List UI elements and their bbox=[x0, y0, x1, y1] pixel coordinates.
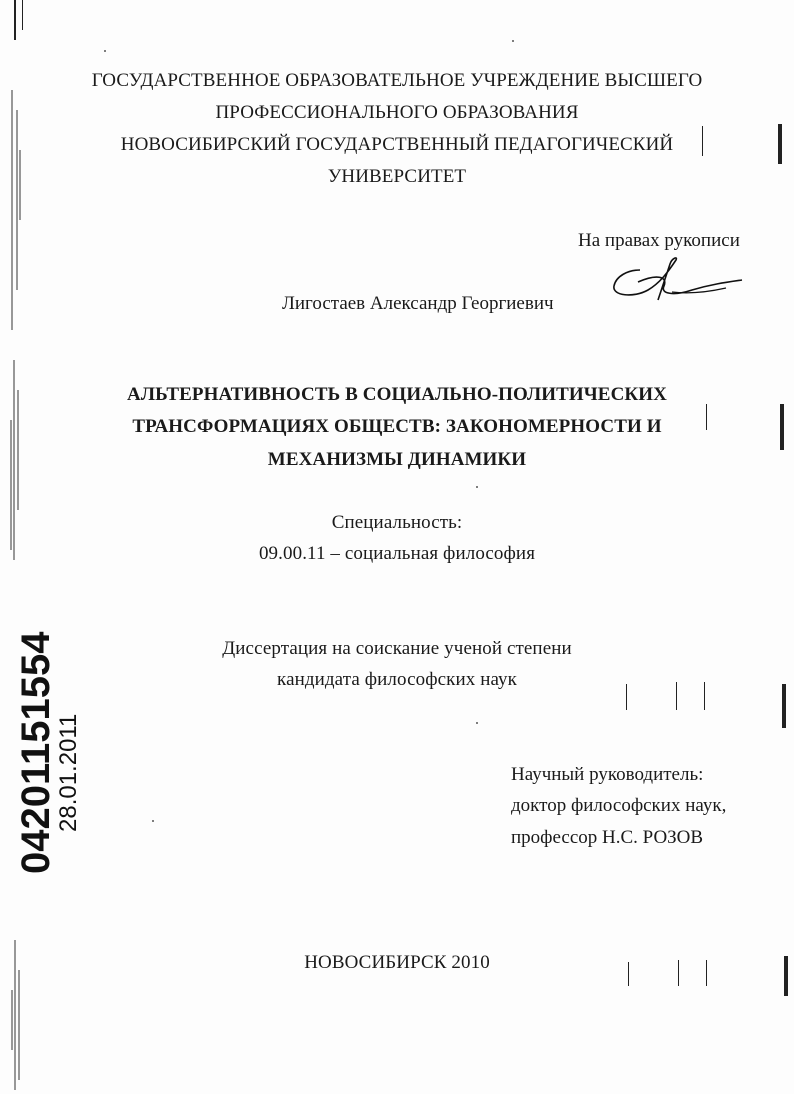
scan-mark bbox=[626, 684, 627, 710]
scan-speck bbox=[104, 50, 106, 52]
supervisor-name: профессор Н.С. РОЗОВ bbox=[511, 827, 704, 848]
scan-speck bbox=[512, 40, 514, 42]
scan-mark bbox=[780, 404, 784, 450]
scan-mark bbox=[782, 684, 786, 728]
title-line-1: АЛЬТЕРНАТИВНОСТЬ В СОЦИАЛЬНО-ПОЛИТИЧЕСКИХ bbox=[127, 384, 667, 405]
author-name: Лигостаев Александр Георгиевич bbox=[282, 293, 554, 314]
supervisor-label: Научный руководитель: bbox=[511, 764, 704, 785]
scan-speck bbox=[476, 486, 478, 488]
manuscript-note: На правах рукописи bbox=[578, 230, 740, 251]
scan-mark bbox=[784, 956, 788, 996]
scan-mark bbox=[678, 960, 679, 986]
scan-speck bbox=[152, 820, 154, 822]
title-line-2: ТРАНСФОРМАЦИЯХ ОБЩЕСТВ: ЗАКОНОМЕРНОСТИ И bbox=[132, 416, 662, 437]
archive-stamp-date: 28.01.2011 bbox=[55, 713, 82, 832]
signature-image bbox=[608, 252, 748, 308]
degree-line-2: кандидата философских наук bbox=[277, 669, 517, 690]
header-line-4: УНИВЕРСИТЕТ bbox=[327, 166, 467, 187]
scan-mark bbox=[704, 682, 705, 710]
specialty-value: 09.00.11 – социальная философия bbox=[258, 543, 536, 564]
supervisor-degree: доктор философских наук, bbox=[511, 795, 727, 816]
binding-noise bbox=[8, 90, 46, 1090]
scan-speck bbox=[476, 722, 478, 724]
scan-mark bbox=[22, 0, 23, 30]
scan-mark bbox=[628, 962, 629, 986]
scan-mark bbox=[778, 124, 782, 164]
scan-mark bbox=[676, 682, 677, 710]
scan-mark bbox=[702, 126, 703, 156]
scan-mark bbox=[706, 960, 707, 986]
header-line-2: ПРОФЕССИОНАЛЬНОГО ОБРАЗОВАНИЯ bbox=[215, 102, 579, 123]
scan-mark bbox=[706, 404, 707, 430]
header-line-3: НОВОСИБИРСКИЙ ГОСУДАРСТВЕННЫЙ ПЕДАГОГИЧЕСКИЙ bbox=[120, 134, 674, 155]
title-line-3: МЕХАНИЗМЫ ДИНАМИКИ bbox=[267, 449, 527, 470]
specialty-label: Специальность: bbox=[331, 512, 463, 533]
degree-line-1: Диссертация на соискание ученой степени bbox=[222, 638, 572, 659]
archive-stamp-number: 04201151554 bbox=[14, 631, 58, 874]
header-line-1: ГОСУДАРСТВЕННОЕ ОБРАЗОВАТЕЛЬНОЕ УЧРЕЖДЕНИЕ ВЫСШЕГО bbox=[91, 70, 703, 91]
scan-mark bbox=[14, 0, 16, 40]
city-year: НОВОСИБИРСК 2010 bbox=[304, 952, 490, 973]
